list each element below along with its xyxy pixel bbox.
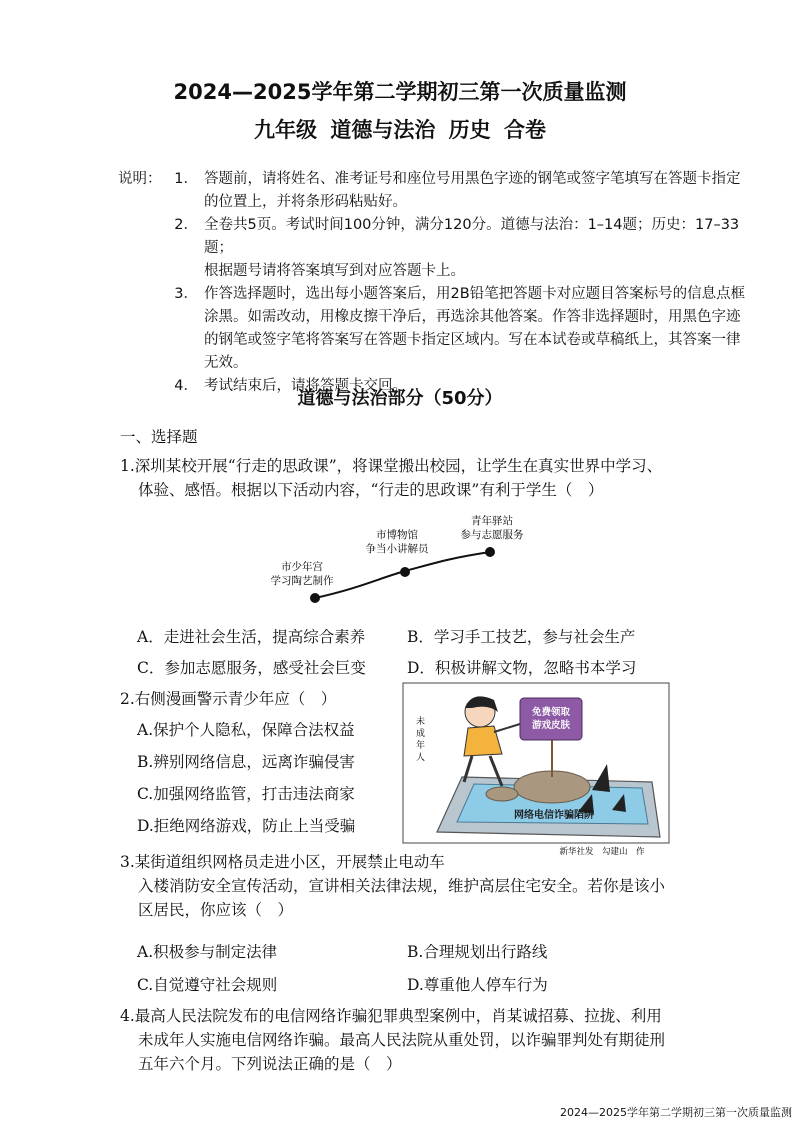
instruction-text [204, 214, 748, 283]
fraud-cartoon [402, 682, 670, 857]
q3-option-d[interactable]: D.尊重他人停车行为 [407, 976, 548, 994]
stop-2-activity: 争当小讲解员 [365, 543, 429, 555]
part-title: 一、选择题 [120, 428, 198, 446]
instruction-text [204, 283, 748, 375]
instruction-line: 的钢笔或签字笔将答案写在答题卡指定区域内。写在本试卷或草稿纸上，其答案一律 [204, 332, 741, 348]
question-line: 3.某街道组织网格员走进小区，开展禁止电动车 [120, 853, 445, 871]
instruction-item [118, 214, 748, 283]
exam-title: 2024—2025学年第二学期初三第一次质量监测 [173, 80, 627, 104]
instruction-item [118, 283, 748, 375]
q1-option-a[interactable]: A．走进社会生活，提高综合素养 [137, 628, 366, 646]
path-stop-dot [485, 547, 495, 557]
q2-option-a[interactable]: A.保护个人隐私，保障合法权益 [137, 721, 355, 739]
path-stop-dot [310, 593, 320, 603]
question-line: 入楼消防安全宣传活动，宣讲相关法律法规，维护高层住宅安全。若你是该小 [138, 877, 666, 895]
instruction-line: 考试结束后，请将答题卡交回。 [204, 378, 407, 394]
instruction-line: 全卷共5页。考试时间100分钟，满分120分。道德与法治：1–14题；历史：17–33题； [204, 217, 740, 256]
instruction-number: 2． [174, 217, 198, 233]
question-line: 五年六个月。下列说法正确的是（ ） [138, 1055, 402, 1073]
question-line: 4.最高人民法院发布的电信网络诈骗犯罪典型案例中，肖某诚招募、拉拢、利用 [120, 1007, 662, 1025]
exam-subtitle: 九年级 道德与法治 历史 合卷 [254, 118, 546, 142]
path-stop-dot [400, 567, 410, 577]
q1-option-b[interactable]: B．学习手工技艺，参与社会生产 [407, 628, 636, 646]
question-1-stem [120, 454, 662, 502]
side-label-1: 未 [416, 717, 426, 727]
question-line: 区居民，你应该（ ） [138, 901, 294, 919]
scarecrow-sign-icon [520, 698, 582, 740]
side-label-4: 人 [416, 753, 426, 763]
stop-2-name: 市博物馆 [376, 529, 418, 541]
instruction-number: 4． [174, 378, 198, 394]
q2-option-b[interactable]: B.辨别网络信息，远离诈骗侵害 [137, 753, 355, 771]
cartoon-credit: 新华社发 勾建山 作 [559, 847, 645, 857]
section-title: 道德与法治部分（50分） [297, 388, 503, 409]
stepping-stone-icon [486, 787, 518, 801]
sign-text-line-2: 游戏皮肤 [531, 720, 571, 731]
instruction-item [118, 168, 748, 214]
stop-1-name: 市少年宫 [281, 561, 323, 573]
instructions [118, 168, 748, 398]
question-line: 未成年人实施电信网络诈骗。最高人民法院从重处罚，以诈骗罪判处有期徒刑 [138, 1031, 666, 1049]
instruction-text [204, 168, 748, 214]
instruction-line: 根据题号请将答案填写到对应答题卡上。 [204, 263, 465, 279]
question-line: 1.深圳某校开展“行走的思政课”，将课堂搬出校园，让学生在真实世界中学习、 [120, 457, 663, 475]
instruction-line: 作答选择题时，选出每小题答案后，用2B铅笔把答题卡对应题目答案标号的信息点框 [204, 286, 746, 302]
trap-label: 网络电信诈骗陷阱 [514, 810, 594, 821]
activity-path-diagram [260, 508, 560, 613]
question-3-stem [120, 850, 665, 922]
instructions-label: 说明： [118, 171, 162, 187]
q3-option-b[interactable]: B.合理规划出行路线 [407, 943, 548, 961]
side-label-2: 成 [416, 729, 426, 739]
question-2-stem: 2.右侧漫画警示青少年应（ ） [120, 690, 337, 708]
q1-option-d[interactable]: D．积极讲解文物，忽略书本学习 [407, 659, 637, 677]
side-label-3: 年 [416, 741, 426, 751]
q2-option-c[interactable]: C.加强网络监管，打击违法商家 [137, 785, 355, 803]
stop-3-activity: 参与志愿服务 [460, 529, 524, 541]
sign-text-line-1: 免费领取 [531, 707, 571, 718]
question-4-stem [120, 1004, 665, 1076]
page-footer: 2024—2025学年第二学期初三第一次质量监测 [560, 1106, 792, 1119]
instruction-number: 3． [174, 286, 198, 302]
question-line: 体验、感悟。根据以下活动内容，“行走的思政课”有利于学生（ ） [138, 481, 604, 499]
instruction-line: 答题前，请将姓名、准考证号和座位号用黑色字迹的钢笔或签字笔填写在答题卡指定 [204, 171, 741, 187]
instruction-line: 的位置上，并将条形码粘贴好。 [204, 194, 407, 210]
instruction-line: 涂黑。如需改动，用橡皮擦干净后，再选涂其他答案。作答非选择题时，用黑色字迹 [204, 309, 741, 325]
instruction-number: 1． [174, 171, 198, 187]
q2-option-d[interactable]: D.拒绝网络游戏，防止上当受骗 [137, 817, 356, 835]
q3-option-a[interactable]: A.积极参与制定法律 [137, 943, 278, 961]
q3-option-c[interactable]: C.自觉遵守社会规则 [137, 976, 278, 994]
instruction-line: 无效。 [204, 355, 248, 371]
stop-3-name: 青年驿站 [471, 515, 513, 527]
q1-option-c[interactable]: C．参加志愿服务，感受社会巨变 [137, 659, 366, 677]
stop-1-activity: 学习陶艺制作 [270, 575, 334, 587]
